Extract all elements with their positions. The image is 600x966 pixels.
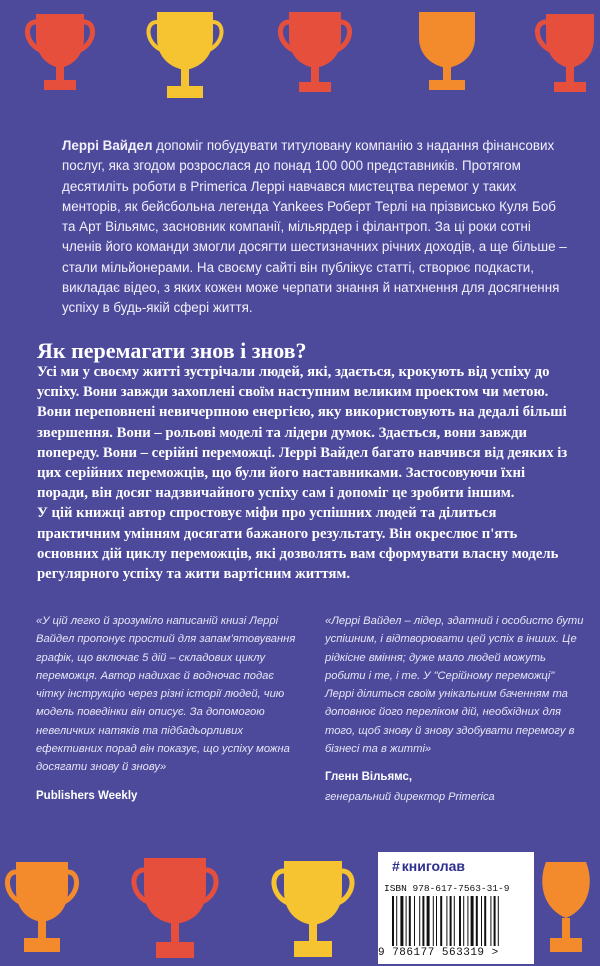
- review-quote-1: «У цій легко й зрозуміло написаній книзі Леррі Вайдел пропонує простий для запам'ятовування графік, що включає 5 дій – складових циклу переможця. Автор надихає й водночас подає чітку інструкцію через різні історії людей, чию модель поведінки він описує. За допомогою невеличких натяків та підбадьорливих ефективних порад він показує, що успіху можна досягати знову й знову»: [36, 615, 296, 774]
- barcode-bar: [419, 896, 420, 946]
- publisher-name: книголав: [401, 858, 466, 874]
- author-bio: [62, 136, 567, 319]
- barcode-panel: [378, 852, 534, 964]
- barcode-number: 9 786177 563319 >: [378, 947, 499, 959]
- section-heading: Як перемагати знов і знов?: [37, 338, 307, 363]
- barcode-bar: [414, 896, 415, 946]
- barcode-bar: [450, 896, 452, 946]
- publisher-logo: [392, 858, 465, 874]
- description-body: [37, 362, 577, 584]
- barcode-bar: [481, 896, 482, 946]
- barcode-bar: [484, 896, 486, 946]
- review-source-2-title: генеральний директор Primerica: [325, 791, 495, 803]
- review-quote-2: «Леррі Вайдел – лідер, здатний і особисто бути успішним, і відтворювати цей успіх в інших. Це рідкісне вміння; дуже мало людей можуть робити і те, і те. У "Серійному переможці" Леррі ділиться своїм унікальним баченням та доповнює його переліком дій, необхідних для того, щоб знову й знову здобувати перемогу в бізнесі та в житті»: [325, 615, 584, 756]
- author-bio-text: допоміг побудувати титуловану компанію з надання фінансових послуг, яка згодом розрослася до понад 100 000 представників. Протягом десятиліть роботи в Primerica Леррі навчався мистецтва перемог у таких менторів, як бейсбольна легенда Yankees Роберт Терлі на прізвисько Куля Боб та Арт Вільямс, засновник компанії, мільярдер і філантроп. За ці роки сотні членів його команди змогли досягти шестизначних річних доходів, а ще більше – стали мільйонерами. На своєму сайті він публікує статті, створює подкасти, викладає відео, з яких кожен може черпати знання й натхнення для досягнення успіху в будь-якій сфері життя.: [62, 138, 567, 316]
- review-source-1: Publishers Weekly: [36, 790, 138, 802]
- barcode-bar: [494, 896, 496, 946]
- trophy-icon: [145, 8, 225, 108]
- barcode-bar: [498, 896, 499, 946]
- barcode-bar: [454, 896, 455, 946]
- barcode-graphic: [392, 896, 522, 948]
- trophy-icon: [268, 855, 358, 965]
- trophy-icon: [530, 4, 600, 104]
- barcode-bar: [400, 896, 403, 946]
- barcode-bar: [471, 896, 474, 946]
- trophy-icon: [275, 4, 355, 104]
- barcode-bar: [459, 896, 461, 946]
- barcode-bar: [436, 896, 437, 946]
- author-name: Леррі Вайдел: [62, 138, 153, 153]
- barcode-bar: [392, 896, 394, 946]
- trophy-icon: [130, 850, 220, 966]
- barcode-bar: [422, 896, 424, 946]
- isbn-text: ISBN 978-617-7563-31-9: [384, 883, 510, 894]
- trophy-icon: [20, 2, 100, 102]
- barcode-bar: [433, 896, 434, 946]
- review-source-2: Гленн Вільямс,: [325, 771, 413, 783]
- barcode-bar: [427, 896, 430, 946]
- barcode-bar: [476, 896, 478, 946]
- trophy-icon: [2, 852, 82, 962]
- barcode-bar: [396, 896, 397, 946]
- barcode-bar: [446, 896, 447, 946]
- barcode-bar: [440, 896, 442, 946]
- description-paragraph-2: У цій книжці автор спростовує міфи про успішних людей та ділиться практичним умінням досягати бажаного результату. Він окреслює п'ять основних дій циклу переможців, які дозволять вам сформувати власну модель регулярного успіху та жити вартісним життям.: [37, 505, 559, 583]
- trophy-icon: [538, 852, 600, 964]
- barcode-bar: [467, 896, 468, 946]
- trophy-icon: [405, 0, 490, 100]
- barcode-bar: [409, 896, 411, 946]
- description-paragraph-1: Усі ми у своєму житті зустрічали людей, які, здається, крокують від успіху до успіху. Вони завжди захоплені своїм наступним великим проектом чи метою. Вони переповнені невичерпною енергією, яку використовують на дедалі більші звершення. Вони – рольові моделі та лідери думок. Здається, вони завжди попереду. Вони – серійні переможці. Леррі Вайдел багато навчився від деяких із цих серійних переможців, що були його наставниками. Застосовуючи їхні поради, він досяг надзвичайного успіху сам і допоміг це зробити іншим.: [37, 364, 568, 502]
- barcode-bar: [406, 896, 407, 946]
- publisher-logo-symbol: #: [392, 858, 400, 874]
- barcode-bar: [463, 896, 464, 946]
- barcode-bar: [490, 896, 491, 946]
